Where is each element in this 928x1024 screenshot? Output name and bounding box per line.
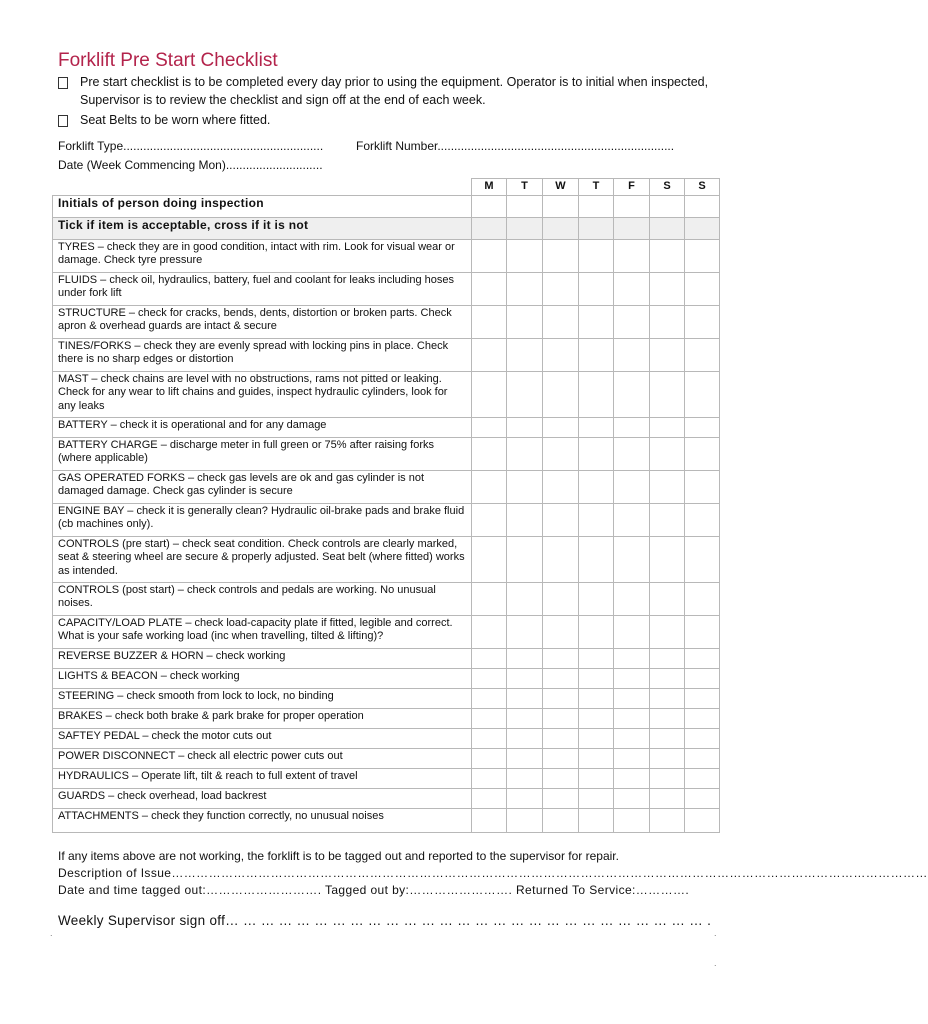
day-check-cell[interactable] <box>650 305 685 338</box>
checklist-item-label: BATTERY CHARGE – discharge meter in full green or 75% after raising forks (where applicable) <box>53 437 472 470</box>
day-check-cell[interactable] <box>579 437 614 470</box>
day-check-cell[interactable] <box>614 615 650 648</box>
day-check-cell[interactable] <box>579 728 614 748</box>
day-check-cell[interactable] <box>650 668 685 688</box>
margin-mark: . <box>714 928 717 938</box>
page-title: Forklift Pre Start Checklist <box>58 50 278 71</box>
day-check-cell[interactable] <box>579 615 614 648</box>
day-check-cell[interactable] <box>685 470 720 503</box>
day-check-cell[interactable] <box>685 615 720 648</box>
day-check-cell[interactable] <box>685 536 720 582</box>
day-check-cell[interactable] <box>543 668 579 688</box>
day-header: S <box>685 179 720 196</box>
day-check-cell[interactable] <box>472 808 507 832</box>
checklist-item-row <box>53 808 720 832</box>
day-check-cell[interactable] <box>543 305 579 338</box>
day-check-cell[interactable] <box>472 688 507 708</box>
day-check-cell[interactable] <box>472 536 507 582</box>
checklist-item-label: STRUCTURE – check for cracks, bends, dents, distortion or broken parts. Check apron & overhead guards are intact & secure <box>53 305 472 338</box>
checklist-item-label: ENGINE BAY – check it is generally clean? Hydraulic oil-brake pads and brake fluid (cb machines only). <box>53 503 472 536</box>
checklist-item-label: CONTROLS (pre start) – check seat condition. Check controls are clearly marked, seat & steering wheel are secure & properly adjusted. Seat belt (where fitted) works as intended. <box>53 536 472 582</box>
day-check-cell[interactable] <box>579 788 614 808</box>
day-check-cell[interactable] <box>685 503 720 536</box>
day-check-cell[interactable] <box>543 239 579 272</box>
checklist-item-label: TINES/FORKS – check they are evenly spread with locking pins in place. Check there is no sharp edges or distortion <box>53 338 472 371</box>
day-check-cell[interactable] <box>543 648 579 668</box>
day-check-cell[interactable] <box>543 338 579 371</box>
day-check-cell[interactable] <box>685 808 720 832</box>
day-check-cell[interactable] <box>507 748 543 768</box>
day-check-cell[interactable] <box>507 788 543 808</box>
day-check-cell[interactable] <box>614 272 650 305</box>
day-check-cell[interactable] <box>507 536 543 582</box>
day-check-cell[interactable] <box>650 239 685 272</box>
day-check-cell[interactable] <box>472 417 507 437</box>
day-header: T <box>579 179 614 196</box>
checklist-item-row <box>53 708 720 728</box>
day-check-cell[interactable] <box>685 788 720 808</box>
day-check-cell[interactable] <box>614 470 650 503</box>
header-spacer <box>53 179 472 196</box>
day-check-cell[interactable] <box>650 503 685 536</box>
instruction-text: Seat Belts to be worn where fitted. <box>80 113 271 127</box>
day-check-cell[interactable] <box>614 417 650 437</box>
day-check-cell[interactable] <box>579 503 614 536</box>
day-check-cell[interactable] <box>685 371 720 417</box>
day-check-cell[interactable] <box>579 768 614 788</box>
day-check-cell[interactable] <box>650 688 685 708</box>
checklist-item-label: STEERING – check smooth from lock to lock, no binding <box>53 688 472 708</box>
day-check-cell[interactable] <box>507 437 543 470</box>
day-check-cell[interactable] <box>614 668 650 688</box>
day-check-cell[interactable] <box>543 615 579 648</box>
day-check-cell[interactable] <box>685 417 720 437</box>
margin-mark: . <box>714 958 717 968</box>
day-check-cell[interactable] <box>685 239 720 272</box>
initials-cell[interactable] <box>614 195 650 217</box>
day-check-cell[interactable] <box>472 582 507 615</box>
day-header: T <box>507 179 543 196</box>
day-check-cell[interactable] <box>472 728 507 748</box>
day-header: S <box>650 179 685 196</box>
checklist-item-row <box>53 788 720 808</box>
day-check-cell[interactable] <box>650 648 685 668</box>
checklist-item-label: BRAKES – check both brake & park brake for proper operation <box>53 708 472 728</box>
day-check-cell[interactable] <box>543 808 579 832</box>
day-check-cell[interactable] <box>614 748 650 768</box>
day-header-row <box>53 179 720 196</box>
tick-instruction-row <box>53 217 720 239</box>
instruction-text: Pre start checklist is to be completed every day prior to using the equipment. Operator is to initial when inspected, Supervisor is to review the checklist and sign off at the end of each week. <box>80 75 709 107</box>
checklist-item-row <box>53 582 720 615</box>
day-check-cell[interactable] <box>579 808 614 832</box>
checklist-item-row <box>53 338 720 371</box>
day-check-cell[interactable] <box>507 648 543 668</box>
checklist-item-label: ATTACHMENTS – check they function correctly, no unusual noises <box>53 808 472 832</box>
day-check-cell[interactable] <box>543 371 579 417</box>
tick-cell <box>650 217 685 239</box>
day-check-cell[interactable] <box>472 748 507 768</box>
initials-cell[interactable] <box>685 195 720 217</box>
day-check-cell[interactable] <box>472 648 507 668</box>
day-check-cell[interactable] <box>579 417 614 437</box>
checklist-item-label: REVERSE BUZZER & HORN – check working <box>53 648 472 668</box>
day-check-cell[interactable] <box>472 470 507 503</box>
checklist-item-label: SAFTEY PEDAL – check the motor cuts out <box>53 728 472 748</box>
inspection-table <box>52 178 720 833</box>
day-check-cell[interactable] <box>579 708 614 728</box>
checklist-item-label: HYDRAULICS – Operate lift, tilt & reach to full extent of travel <box>53 768 472 788</box>
day-check-cell[interactable] <box>579 536 614 582</box>
day-check-cell[interactable] <box>507 272 543 305</box>
tag-out-details-field[interactable]: Date and time tagged out:………………………. Tagged out by:……………………. Returned To Service:…………. <box>58 883 690 897</box>
day-check-cell[interactable] <box>472 503 507 536</box>
bullet-box-icon <box>58 115 68 127</box>
day-check-cell[interactable] <box>614 503 650 536</box>
day-check-cell[interactable] <box>472 338 507 371</box>
day-check-cell[interactable] <box>685 768 720 788</box>
checklist-item-row <box>53 615 720 648</box>
day-check-cell[interactable] <box>507 668 543 688</box>
day-check-cell[interactable] <box>614 582 650 615</box>
day-check-cell[interactable] <box>650 788 685 808</box>
day-check-cell[interactable] <box>685 708 720 728</box>
initials-label: Initials of person doing inspection <box>53 195 472 217</box>
day-check-cell[interactable] <box>507 239 543 272</box>
day-check-cell[interactable] <box>579 748 614 768</box>
day-check-cell[interactable] <box>579 688 614 708</box>
day-check-cell[interactable] <box>650 808 685 832</box>
day-check-cell[interactable] <box>614 305 650 338</box>
day-check-cell[interactable] <box>685 582 720 615</box>
day-check-cell[interactable] <box>614 688 650 708</box>
checklist-item-label: BATTERY – check it is operational and for any damage <box>53 417 472 437</box>
forklift-type-field[interactable]: Forklift Type............................................................ <box>58 139 324 153</box>
checklist-item-row <box>53 536 720 582</box>
checklist-item-label: LIGHTS & BEACON – check working <box>53 668 472 688</box>
tick-cell <box>614 217 650 239</box>
day-check-cell[interactable] <box>543 272 579 305</box>
day-check-cell[interactable] <box>614 788 650 808</box>
checklist-item-label: FLUIDS – check oil, hydraulics, battery, fuel and coolant for leaks including hoses under fork lift <box>53 272 472 305</box>
day-check-cell[interactable] <box>579 582 614 615</box>
day-check-cell[interactable] <box>472 668 507 688</box>
day-check-cell[interactable] <box>507 582 543 615</box>
checklist-item-label: CAPACITY/LOAD PLATE – check load-capacity plate if fitted, legible and correct. What is your safe working load (inc when travelling, tilted & lifting)? <box>53 615 472 648</box>
day-check-cell[interactable] <box>614 708 650 728</box>
day-check-cell[interactable] <box>472 305 507 338</box>
day-check-cell[interactable] <box>507 371 543 417</box>
day-check-cell[interactable] <box>507 728 543 748</box>
initials-row <box>53 195 720 217</box>
day-check-cell[interactable] <box>472 239 507 272</box>
checklist-item-row <box>53 437 720 470</box>
day-check-cell[interactable] <box>650 338 685 371</box>
day-check-cell[interactable] <box>650 371 685 417</box>
day-check-cell[interactable] <box>507 708 543 728</box>
day-check-cell[interactable] <box>472 272 507 305</box>
day-check-cell[interactable] <box>507 768 543 788</box>
day-check-cell[interactable] <box>543 708 579 728</box>
instruction-bullet-2 <box>58 112 718 130</box>
day-header: M <box>472 179 507 196</box>
day-check-cell[interactable] <box>507 503 543 536</box>
day-check-cell[interactable] <box>614 437 650 470</box>
day-check-cell[interactable] <box>650 536 685 582</box>
day-check-cell[interactable] <box>685 338 720 371</box>
tick-cell <box>543 217 579 239</box>
checklist-item-row <box>53 417 720 437</box>
day-check-cell[interactable] <box>650 768 685 788</box>
day-check-cell[interactable] <box>650 615 685 648</box>
day-check-cell[interactable] <box>472 708 507 728</box>
checklist-item-row <box>53 272 720 305</box>
day-check-cell[interactable] <box>507 305 543 338</box>
day-check-cell[interactable] <box>579 470 614 503</box>
day-check-cell[interactable] <box>507 688 543 708</box>
day-check-cell[interactable] <box>507 615 543 648</box>
day-check-cell[interactable] <box>614 728 650 748</box>
checklist-item-label: POWER DISCONNECT – check all electric power cuts out <box>53 748 472 768</box>
day-check-cell[interactable] <box>543 417 579 437</box>
day-check-cell[interactable] <box>650 470 685 503</box>
day-check-cell[interactable] <box>614 338 650 371</box>
checklist-item-label: GUARDS – check overhead, load backrest <box>53 788 472 808</box>
day-check-cell[interactable] <box>685 728 720 748</box>
day-check-cell[interactable] <box>650 272 685 305</box>
supervisor-signoff-field[interactable]: Weekly Supervisor sign off… … … … … … … … … … … … … … … … … … … … … … … … … … … . <box>58 913 712 928</box>
day-check-cell[interactable] <box>507 417 543 437</box>
day-check-cell[interactable] <box>650 582 685 615</box>
day-check-cell[interactable] <box>579 371 614 417</box>
day-check-cell[interactable] <box>472 615 507 648</box>
day-check-cell[interactable] <box>472 788 507 808</box>
day-check-cell[interactable] <box>685 748 720 768</box>
day-check-cell[interactable] <box>650 417 685 437</box>
day-check-cell[interactable] <box>543 728 579 748</box>
day-check-cell[interactable] <box>614 239 650 272</box>
day-check-cell[interactable] <box>614 536 650 582</box>
initials-cell[interactable] <box>507 195 543 217</box>
day-check-cell[interactable] <box>650 708 685 728</box>
day-check-cell[interactable] <box>543 768 579 788</box>
day-check-cell[interactable] <box>543 688 579 708</box>
day-check-cell[interactable] <box>543 536 579 582</box>
checklist-item-row <box>53 668 720 688</box>
day-check-cell[interactable] <box>472 768 507 788</box>
day-check-cell[interactable] <box>543 437 579 470</box>
day-header: F <box>614 179 650 196</box>
day-check-cell[interactable] <box>507 338 543 371</box>
checklist-item-row <box>53 239 720 272</box>
issue-description-field[interactable]: Description of Issue………………………………………………………………………………………………………………………………………………………………… <box>58 866 928 880</box>
forklift-number-field[interactable]: Forklift Number....................................................................... <box>356 139 675 153</box>
day-check-cell[interactable] <box>507 470 543 503</box>
checklist-item-label: MAST – check chains are level with no obstructions, rams not pitted or leaking. Check for any wear to lift chains and guides, inspect hydraulic cylinders, look for any leaks <box>53 371 472 417</box>
checklist-item-row <box>53 688 720 708</box>
day-check-cell[interactable] <box>579 239 614 272</box>
checklist-item-row <box>53 503 720 536</box>
day-check-cell[interactable] <box>685 648 720 668</box>
initials-cell[interactable] <box>543 195 579 217</box>
tick-cell <box>685 217 720 239</box>
instruction-bullet-1 <box>58 74 718 109</box>
day-check-cell[interactable] <box>543 582 579 615</box>
day-check-cell[interactable] <box>685 668 720 688</box>
day-check-cell[interactable] <box>543 470 579 503</box>
checklist-item-row <box>53 648 720 668</box>
checklist-item-label: TYRES – check they are in good condition, intact with rim. Look for visual wear or damage. Check tyre pressure <box>53 239 472 272</box>
day-check-cell[interactable] <box>685 272 720 305</box>
day-check-cell[interactable] <box>614 768 650 788</box>
initials-cell[interactable] <box>472 195 507 217</box>
margin-mark: . <box>50 928 53 938</box>
day-check-cell[interactable] <box>650 728 685 748</box>
bullet-box-icon <box>58 77 68 89</box>
day-check-cell[interactable] <box>579 272 614 305</box>
day-check-cell[interactable] <box>543 788 579 808</box>
day-header: W <box>543 179 579 196</box>
checklist-item-row <box>53 768 720 788</box>
repair-note: If any items above are not working, the forklift is to be tagged out and reported to the supervisor for repair. <box>58 849 619 863</box>
checklist-item-label: GAS OPERATED FORKS – check gas levels are ok and gas cylinder is not damaged damage. Check gas cylinder is secure <box>53 470 472 503</box>
day-check-cell[interactable] <box>650 748 685 768</box>
day-check-cell[interactable] <box>579 668 614 688</box>
day-check-cell[interactable] <box>614 371 650 417</box>
checklist-item-row <box>53 305 720 338</box>
checklist-item-row <box>53 371 720 417</box>
day-check-cell[interactable] <box>650 437 685 470</box>
day-check-cell[interactable] <box>579 305 614 338</box>
day-check-cell[interactable] <box>543 503 579 536</box>
checklist-item-row <box>53 728 720 748</box>
tick-cell <box>472 217 507 239</box>
day-check-cell[interactable] <box>472 437 507 470</box>
day-check-cell[interactable] <box>685 688 720 708</box>
day-check-cell[interactable] <box>543 748 579 768</box>
initials-cell[interactable] <box>579 195 614 217</box>
checklist-item-label: CONTROLS (post start) – check controls and pedals are working. No unusual noises. <box>53 582 472 615</box>
day-check-cell[interactable] <box>614 648 650 668</box>
day-check-cell[interactable] <box>614 808 650 832</box>
week-commencing-field[interactable]: Date (Week Commencing Mon)............................. <box>58 158 323 172</box>
day-check-cell[interactable] <box>579 338 614 371</box>
day-check-cell[interactable] <box>685 437 720 470</box>
checklist-item-row <box>53 470 720 503</box>
initials-cell[interactable] <box>650 195 685 217</box>
day-check-cell[interactable] <box>579 648 614 668</box>
checklist-item-row <box>53 748 720 768</box>
day-check-cell[interactable] <box>507 808 543 832</box>
day-check-cell[interactable] <box>472 371 507 417</box>
tick-cell <box>507 217 543 239</box>
tick-cell <box>579 217 614 239</box>
tick-instruction-label: Tick if item is acceptable, cross if it is not <box>53 217 472 239</box>
day-check-cell[interactable] <box>685 305 720 338</box>
